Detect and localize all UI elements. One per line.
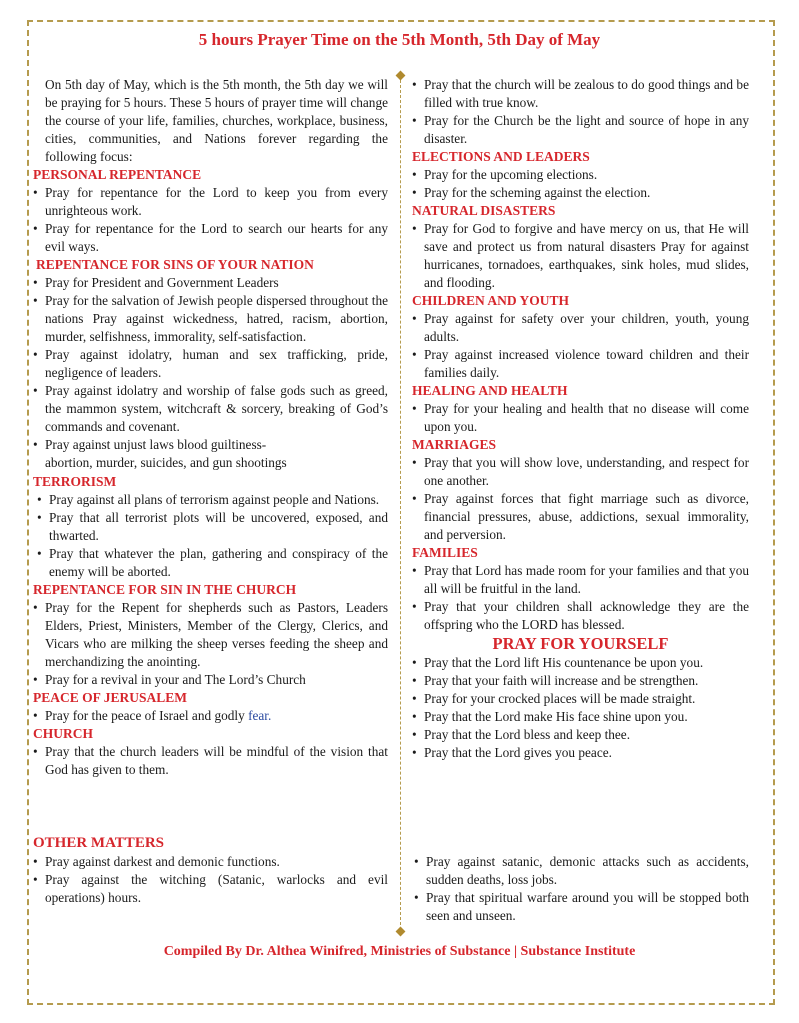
intro-paragraph: On 5th day of May, which is the 5th month, the 5th day we will be praying for 5 hours. These 5 hours of prayer time will change the course of your life, families, churches, workplace, business, cities, communities, and Nations forever regarding the following focus:: [45, 77, 388, 164]
list-item: • Pray for the salvation of Jewish people dispersed throughout the nations Pray against wickedness, hatred, racism, abortion, murder, selfishness, immorality, self-satisfaction.: [33, 292, 388, 346]
list-item: • Pray for the scheming against the election.: [412, 184, 749, 202]
list-item: • Pray against the witching (Satanic, warlocks and evil operations) hours.: [33, 871, 388, 907]
list-item: • Pray for the Repent for shepherds such as Pastors, Leaders Elders, Priest, Ministers, Member of the Clergy, Clerics, and Vicars who are milking the sheep verses feeding the sheep and merchandizing the anointing.: [33, 599, 388, 671]
heading-personal-repentance: PERSONAL REPENTANCE: [33, 167, 202, 182]
other-matters-left: [33, 833, 388, 907]
list-item: • Pray for a revival in your and The Lord’s Church: [33, 671, 388, 689]
list-item-text: Pray for the peace of Israel and godly: [45, 708, 245, 723]
list-item: • Pray that the church will be zealous to do good things and be filled with true know.: [412, 76, 749, 112]
list-item: • Pray for the Church be the light and source of hope in any disaster.: [412, 112, 749, 148]
left-column: [33, 76, 388, 779]
list-item: • Pray for repentance for the Lord to search our hearts for any evil ways.: [33, 220, 388, 256]
list-item: • Pray that the Lord lift His countenance be upon you.: [412, 654, 749, 672]
list-item: • Pray for the upcoming elections.: [412, 166, 749, 184]
list-item: • Pray that the church leaders will be mindful of the vision that God has given to them.: [33, 743, 388, 779]
heading-terrorism: TERRORISM: [33, 474, 117, 489]
heading-peace-jerusalem: PEACE OF JERUSALEM: [33, 690, 188, 705]
heading-children-youth: CHILDREN AND YOUTH: [412, 293, 570, 308]
list-item: • Pray that the Lord bless and keep thee.: [412, 726, 749, 744]
list-item: • Pray for your healing and health that no disease will come upon you.: [412, 400, 749, 436]
list-item: • Pray against unjust laws blood guiltiness-: [33, 436, 388, 454]
page-title: 5 hours Prayer Time on the 5th Month, 5th Day of May: [198, 30, 601, 49]
footer-credit: Compiled By Dr. Althea Winifred, Ministries of Substance | Substance Institute: [163, 944, 636, 959]
list-item: • Pray against all plans of terrorism against people and Nations.: [37, 491, 388, 509]
column-divider: [400, 75, 401, 930]
list-item: • Pray for your crocked places will be made straight.: [412, 690, 749, 708]
list-item: • Pray for repentance for the Lord to keep you from every unrighteous work.: [33, 184, 388, 220]
heading-healing-health: HEALING AND HEALTH: [412, 383, 568, 398]
list-item: • Pray against idolatry and worship of false gods such as greed, the mammon system, witchcraft & sorcery, breaking of God’s commands and covenant.: [33, 382, 388, 436]
list-item: [33, 707, 388, 725]
heading-repentance-nation: REPENTANCE FOR SINS OF YOUR NATION: [36, 257, 314, 272]
list-item: • Pray against satanic, demonic attacks such as accidents, sudden deaths, loss jobs.: [414, 853, 749, 889]
heading-natural-disasters: NATURAL DISASTERS: [412, 203, 556, 218]
list-item-emphasis: fear.: [248, 708, 272, 723]
list-item: • Pray for God to forgive and have mercy on us, that He will save and protect us from natural disasters Pray for against hurricanes, tornadoes, earthquakes, sink holes, mud slides, and flooding.: [412, 220, 749, 292]
list-item: • Pray against for safety over your children, youth, young adults.: [412, 310, 749, 346]
heading-church-sin: REPENTANCE FOR SIN IN THE CHURCH: [33, 582, 297, 597]
list-item: • Pray against darkest and demonic functions.: [33, 853, 388, 871]
list-item: • Pray that Lord has made room for your families and that you all will be fruitful in the land.: [412, 562, 749, 598]
heading-families: FAMILIES: [412, 545, 478, 560]
list-item-continuation: abortion, murder, suicides, and gun shootings: [45, 455, 287, 470]
heading-marriages: MARRIAGES: [412, 437, 497, 452]
heading-elections: ELECTIONS AND LEADERS: [412, 149, 590, 164]
list-item: • Pray that all terrorist plots will be uncovered, exposed, and thwarted.: [37, 509, 388, 545]
heading-pray-for-yourself: PRAY FOR YOURSELF: [492, 634, 669, 653]
list-item: • Pray that whatever the plan, gathering and conspiracy of the enemy will be aborted.: [37, 545, 388, 581]
list-item: • Pray against forces that fight marriage such as divorce, financial pressures, abuse, addictions, sexual immorality, and perversion.: [412, 490, 749, 544]
list-item: • Pray for President and Government Leaders: [33, 274, 388, 292]
list-item: • Pray that the Lord gives you peace.: [412, 744, 749, 762]
list-item: • Pray against idolatry, human and sex trafficking, pride, negligence of leaders.: [33, 346, 388, 382]
list-item: • Pray that the Lord make His face shine upon you.: [412, 708, 749, 726]
right-column: [412, 76, 749, 762]
list-item: • Pray that your children shall acknowledge they are the offspring who the LORD has blessed.: [412, 598, 749, 634]
heading-church: CHURCH: [33, 726, 93, 741]
other-matters-right: [414, 853, 749, 925]
list-item: • Pray that spiritual warfare around you will be stopped both seen and unseen.: [414, 889, 749, 925]
heading-other-matters: OTHER MATTERS: [33, 835, 164, 851]
list-item: • Pray against increased violence toward children and their families daily.: [412, 346, 749, 382]
list-item: • Pray that you will show love, understanding, and respect for one another.: [412, 454, 749, 490]
list-item: • Pray that your faith will increase and be strengthen.: [412, 672, 749, 690]
